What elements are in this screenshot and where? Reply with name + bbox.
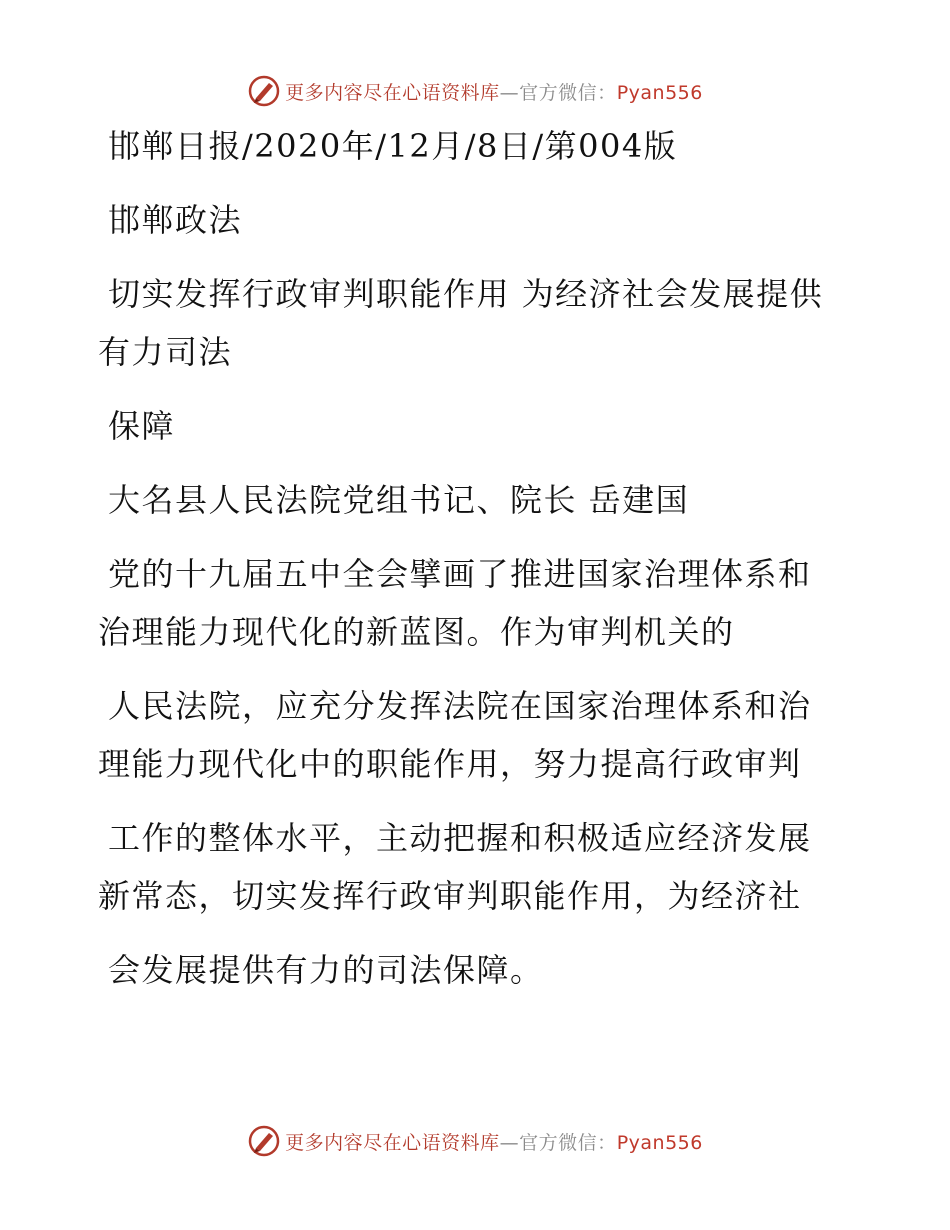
watermark-text xyxy=(285,78,703,105)
body-line: 新常态，切实发挥行政审判职能作用，为经济社 xyxy=(98,877,802,915)
watermark-dash: — xyxy=(499,1131,520,1154)
body-line: 工作的整体水平，主动把握和积极适应经济发展 xyxy=(108,819,812,857)
body-line: 治理能力现代化的新蓝图。作为审判机关的 xyxy=(98,613,735,651)
headline-line-3: 保障 xyxy=(108,407,176,445)
body-line: 人民法院，应充分发挥法院在国家治理体系和治 xyxy=(108,687,812,725)
dateline: 邯郸日报/2020年/12月/8日/第004版 xyxy=(108,127,678,165)
watermark-wechat-id: Pyan556 xyxy=(616,81,703,104)
watermark-dash: — xyxy=(499,81,520,104)
watermark-wechat-id: Pyan556 xyxy=(616,1131,703,1154)
watermark-main: 更多内容尽在心语资料库 xyxy=(285,1131,500,1154)
watermark-main: 更多内容尽在心语资料库 xyxy=(285,81,500,104)
pen-logo-icon xyxy=(247,74,281,108)
headline-line-1: 切实发挥行政审判职能作用 为经济社会发展提供 xyxy=(108,275,824,313)
body-line: 理能力现代化中的职能作用，努力提高行政审判 xyxy=(98,745,802,783)
watermark-footer xyxy=(0,1121,950,1161)
headline-line-2: 有力司法 xyxy=(98,333,233,371)
byline: 大名县人民法院党组书记、院长 岳建国 xyxy=(108,481,690,519)
pen-logo-icon xyxy=(247,1124,281,1158)
body-line: 党的十九届五中全会擘画了推进国家治理体系和 xyxy=(108,555,812,593)
watermark-text xyxy=(285,1128,703,1155)
watermark-wechat-label: 官方微信： xyxy=(519,1131,617,1154)
section-title: 邯郸政法 xyxy=(108,201,243,239)
watermark-wechat-label: 官方微信： xyxy=(519,81,617,104)
body-line: 会发展提供有力的司法保障。 xyxy=(108,951,544,989)
watermark-header xyxy=(0,71,950,111)
